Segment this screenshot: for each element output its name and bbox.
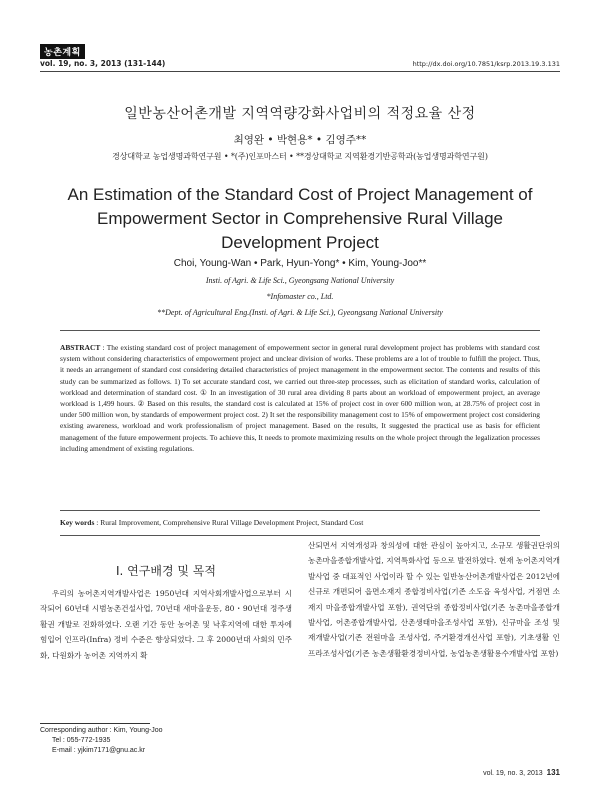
keywords-rule bbox=[60, 535, 540, 536]
body-paragraph-left: 우리의 농어촌지역개발사업은 1950년대 지역사회개발사업으로부터 시작되어 60년대 시범농촌건설사업, 70년대 새마을운동, 80・90년대 정주생활권 개발로 진화하였다. 오랜 기간 동안 농어촌 및 낙후지역에 대한 투자에 힘입어 인프라(Infra) 정비 수준은 향상되었다. 그 후 2000년대 사회의 민주화, 다원화가 농어촌 지역까지 확 bbox=[40, 589, 292, 660]
abstract-top-rule bbox=[60, 330, 540, 331]
corresponding-author: Corresponding author : Kim, Young-Joo bbox=[40, 727, 163, 734]
keywords-label: Key words bbox=[60, 518, 95, 527]
body-paragraph-right: 산되면서 지역개성과 창의성에 대한 관심이 높아지고, 소규모 생활권단위의 농촌마을종합개발사업, 지역특화사업 등으로 발전하였다. 현재 농어촌지역개발사업 중 대표적인 사업이라 할 수 있는 일반농산어촌개발사업은 2012년에 신규로 개편되어 읍면소재지 종합정비사업(기존 소도읍 육성사업, 거점면 소재지 마을종합개발사업 포함), 권역단위 종합정비사업(기존 농촌마을종합개발사업, 어촌종합개발사업, 산촌생태마을조성사업 포함), 신규마을 조성 및 재개발사업(기존 전원마을 조성사업, 주거환경개선사업 포함), 기초생활 인프라조성사업(기존 농촌생활환경정비사업, 농업농촌생활용수개발사업 포함) bbox=[308, 541, 560, 658]
korean-authors: 최영완 • 박현용* • 김영주** bbox=[233, 134, 367, 146]
body-column-right bbox=[308, 538, 560, 661]
english-affiliation-1: Insti. of Agri. & Life Sci., Gyeongsang National University bbox=[205, 276, 395, 285]
header-rule bbox=[40, 71, 560, 72]
footnote-rule bbox=[40, 723, 150, 724]
english-title: An Estimation of the Standard Cost of Project Management of Empowerment Sector in Comprehensive Rural Village Development Project bbox=[67, 185, 533, 252]
english-affiliation-3: **Dept. of Agricultural Eng.(Insti. of Agri. & Life Sci.), Gyeongsang National University bbox=[157, 308, 443, 317]
footnote bbox=[40, 726, 163, 756]
body-column-left bbox=[40, 586, 292, 663]
abstract bbox=[60, 342, 540, 454]
author-tel: Tel : 055-772-1935 bbox=[52, 737, 111, 744]
keywords-text: : Rural Improvement, Comprehensive Rural Village Development Project, Standard Cost bbox=[94, 518, 364, 527]
korean-title: 일반농산어촌개발 지역역량강화사업비의 적정요율 산정 bbox=[124, 106, 476, 122]
journal-badge: 농촌계획 bbox=[40, 44, 85, 59]
korean-affiliation: 경상대학교 농업생명과학연구원 • *(주)인포마스터 • **경상대학교 지역환경기반공학과(농업생명과학연구원) bbox=[112, 152, 488, 161]
doi-link[interactable]: http://dx.doi.org/10.7851/ksrp.2013.19.3.131 bbox=[412, 60, 560, 68]
page-footer bbox=[483, 768, 560, 777]
footer-issue: vol. 19, no. 3, 2013 bbox=[483, 770, 543, 777]
section-title: I. 연구배경 및 목적 bbox=[116, 564, 216, 578]
abstract-label: ABSTRACT bbox=[60, 343, 101, 352]
journal-issue: vol. 19, no. 3, 2013 (131-144) bbox=[40, 59, 166, 68]
abstract-text: : The existing standard cost of project management of empowerment sector in general rural development project has problems with standard cost system without considering characteristics of empowerment project and unclear division of works. These problems are a lot of trouble to fulfill the project. Thus, it needs an arrangement of standard cost considering detailed characteristics of project management in the empowerment sector. The contents and results of this study can be summarized as follows. 1) To set accurate standard cost, we carried out three-step processes, such as elicitation of standard works, calculation of workload and determination of standard cost. ① In an investigation of 30 rural area dividing 8 parts about an workload of empowerment project, an average workload is 1,499 hours. ② Based on this results, the standard cost is calculated at 15% of project cost in over 600 million won, at 28.75% of project cost in under 500 million won, by standards of empowerment project cost. 2) It set the responsibility management cost to 15% of empowerment project cost considering existing awareness, workload and work professionalism of project management. Based on the results, It suggested the practical use as basis for efficient management of the future empowerment projects. To achieve this, It needs to promote maximizing results on the whole project through the legalization processes including amendment of existing regulations. bbox=[60, 343, 540, 453]
page-number: 131 bbox=[546, 768, 560, 777]
keywords bbox=[60, 518, 540, 527]
english-authors: Choi, Young-Wan • Park, Hyun-Yong* • Kim, Young-Joo** bbox=[173, 258, 427, 269]
english-affiliation-2: *Infomaster co., Ltd. bbox=[266, 292, 334, 301]
author-email[interactable]: E-mail : yjkim7171@gnu.ac.kr bbox=[52, 747, 146, 754]
abstract-bottom-rule bbox=[60, 510, 540, 511]
